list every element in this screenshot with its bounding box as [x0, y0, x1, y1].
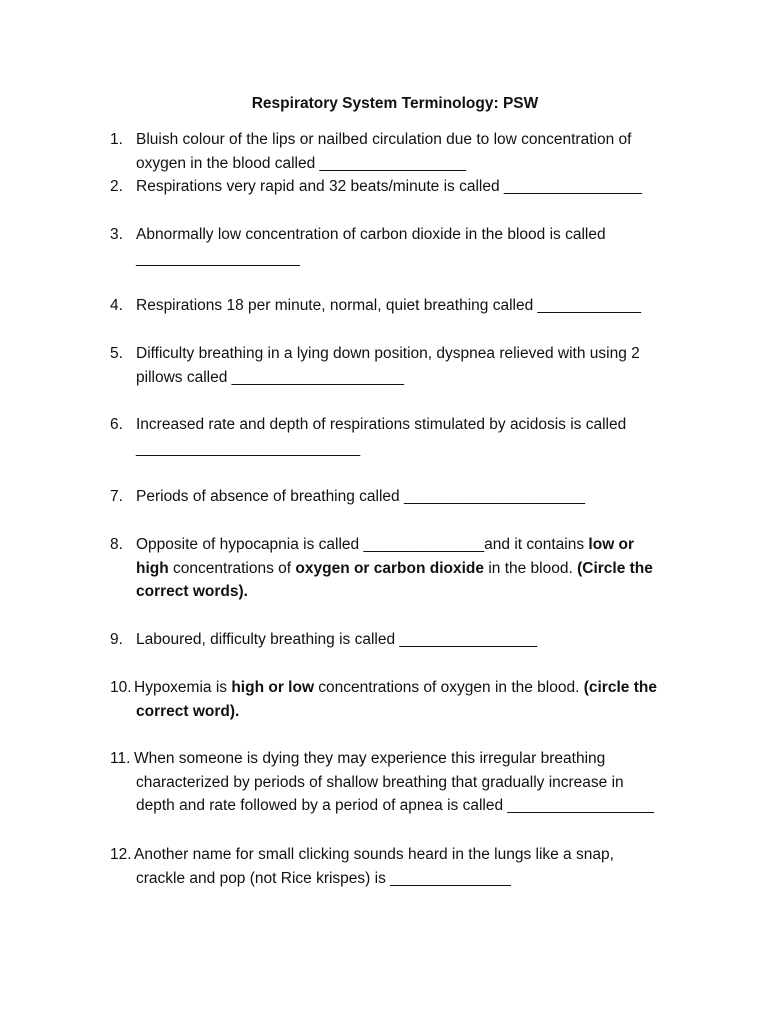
- question-line: Increased rate and depth of respirations stimulated by acidosis is called: [136, 416, 627, 433]
- circle-choice-text: low or: [588, 536, 635, 553]
- question-line: [136, 580, 653, 604]
- question-line: Abnormally low concentration of carbon dioxide in the blood is called: [136, 226, 606, 243]
- question-line: [136, 533, 653, 557]
- question-line: When someone is dying they may experience this irregular breathing: [134, 750, 606, 767]
- instruction-text: (Circle the: [577, 559, 653, 577]
- question-text: [136, 485, 585, 509]
- question-number: 3.: [110, 226, 123, 243]
- question-text: [136, 533, 653, 604]
- question-line: Respirations 18 per minute, normal, quiet breathing called ____________: [136, 297, 641, 314]
- question-line: crackle and pop (not Rice krispes) is ______________: [136, 869, 511, 887]
- question-line: Another name for small clicking sounds heard in the lungs like a snap,: [134, 846, 614, 863]
- question-text: [134, 843, 614, 890]
- question-line: Laboured, difficulty breathing is called ________________: [136, 631, 538, 648]
- question-line: depth and rate followed by a period of apnea is called _________________: [136, 797, 654, 814]
- question-line: Difficulty breathing in a lying down position, dyspnea relieved with using 2: [136, 345, 640, 362]
- question-text-segment: in the blood.: [484, 559, 578, 577]
- question-text-segment: concentrations of: [168, 559, 296, 577]
- question-text: [136, 128, 631, 175]
- question-text-segment: Opposite of hypocapnia is called ______________and it contains: [136, 536, 589, 553]
- question-line: [134, 676, 657, 700]
- circle-choice-text: high or low: [231, 679, 314, 696]
- question-text: [136, 342, 640, 389]
- question-text: [136, 223, 606, 270]
- question-text-segment: Hypoxemia is: [134, 679, 232, 696]
- circle-choice-text: high: [136, 559, 169, 577]
- question-text: [134, 747, 654, 818]
- instruction-text: (circle the: [583, 679, 657, 696]
- question-number: 7.: [110, 488, 123, 505]
- question-line: Periods of absence of breathing called _____________________: [136, 488, 586, 505]
- question-line: [136, 700, 657, 724]
- circle-choice-text: oxygen or carbon dioxide: [295, 559, 485, 577]
- question-number: 2.: [110, 178, 123, 195]
- instruction-text: correct words).: [136, 583, 248, 600]
- question-text: [136, 628, 537, 652]
- question-text: [134, 676, 657, 723]
- question-number: 4.: [110, 297, 123, 314]
- question-number: 10.: [110, 679, 132, 696]
- question-number: 11.: [110, 750, 131, 767]
- question-line: pillows called ____________________: [136, 368, 405, 386]
- document-title: Respiratory System Terminology: PSW: [251, 95, 539, 112]
- instruction-text: correct word).: [136, 702, 240, 720]
- question-line: oxygen in the blood called _________________: [136, 154, 467, 172]
- question-line: Bluish colour of the lips or nailbed circulation due to low concentration of: [136, 131, 632, 148]
- question-number: 5.: [110, 345, 123, 362]
- question-number: 8.: [110, 536, 123, 553]
- question-number: 12.: [110, 846, 132, 863]
- question-line: Respirations very rapid and 32 beats/minute is called ________________: [136, 178, 642, 195]
- question-number: 6.: [110, 416, 123, 433]
- question-text: [136, 294, 641, 318]
- question-number: 9.: [110, 631, 123, 648]
- question-text: [136, 413, 626, 460]
- question-text: [136, 175, 642, 199]
- question-line: __________________________: [136, 439, 361, 457]
- question-line: characterized by periods of shallow breathing that gradually increase in: [136, 773, 624, 791]
- question-text-segment: concentrations of oxygen in the blood.: [314, 679, 584, 696]
- question-line: [136, 557, 653, 581]
- question-line: ___________________: [136, 249, 300, 267]
- question-number: 1.: [110, 131, 123, 148]
